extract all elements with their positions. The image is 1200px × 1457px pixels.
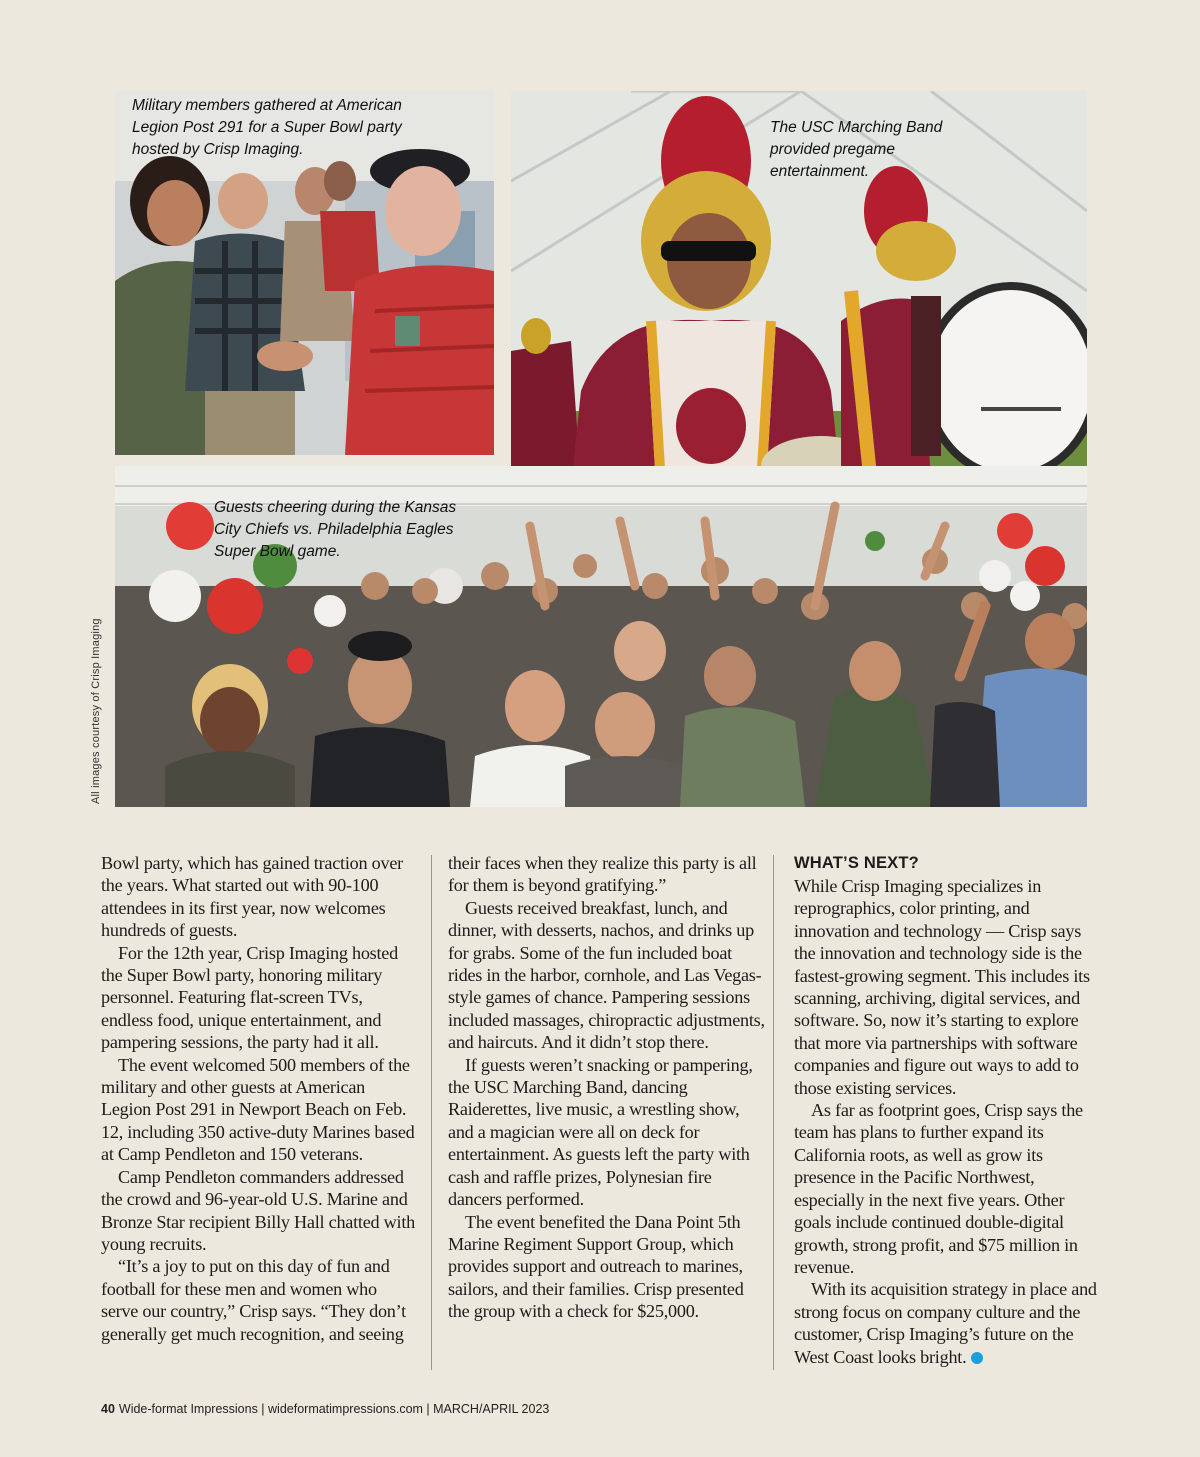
end-mark-icon <box>971 1352 983 1364</box>
paragraph: For the 12th year, Crisp Imaging hosted the Super Bowl party, honoring military personnel. Featuring flat-screen TVs, endless food, unique entertainment, and pampering sessions, the party had it all. <box>101 942 398 1053</box>
paragraph: “It’s a joy to put on this day of fun and football for these men and women who serve our country,” Crisp says. “They don’t generally get much recognition, and seeing <box>101 1256 406 1344</box>
page-footer <box>101 1402 549 1416</box>
photo-crowd-caption: Guests cheering during the Kansas City Chiefs vs. Philadelphia Eagles Super Bowl game. <box>214 499 457 560</box>
paragraph: As far as footprint goes, Crisp says the team has plans to further expand its California roots, as well as grow its presence in the Pacific Northwest, especially in the next five years. Other goals include continued double-digital growth, strong profit, and $75 million in revenue. <box>794 1100 1083 1277</box>
article-column-2 <box>448 852 766 1323</box>
article-column-1 <box>101 852 417 1345</box>
article-column-3 <box>794 852 1104 1368</box>
paragraph: their faces when they realize this party is all for them is beyond gratifying.” <box>448 853 757 896</box>
footer-text: Wide-format Impressions | wideformatimpressions.com | MARCH/APRIL 2023 <box>118 1402 550 1416</box>
paragraph-text: With its acquisition strategy in place and strong focus on company culture and the customer, Crisp Imaging’s future on the West Coast looks bright. <box>794 1279 1097 1367</box>
column-divider <box>431 855 432 1370</box>
column-divider <box>773 855 774 1370</box>
photo-band-caption: The USC Marching Band provided pregame entertainment. <box>770 119 943 180</box>
photo-crowd <box>115 466 1087 807</box>
page-number: 40 <box>101 1402 115 1416</box>
paragraph: The event benefited the Dana Point 5th Marine Regiment Support Group, which provides support and outreach to marines, sailors, and their families. Crisp presented the group with a check for $25,000. <box>448 1211 744 1322</box>
photo-legion-post <box>115 91 494 455</box>
paragraph: Guests received breakfast, lunch, and dinner, with desserts, nachos, and drinks up for grabs. Some of the fun included boat rides in the harbor, cornhole, and Las Vegas-style games of chance. Pampering sessions included massages, chiropractic adjustments, and haircuts. And it didn’t stop there. <box>448 897 765 1053</box>
paragraph: If guests weren’t snacking or pampering, the USC Marching Band, dancing Raiderettes, live music, a wrestling show, and a magician were all on deck for entertainment. As guests left the party with cash and raffle prizes, Polynesian fire dancers performed. <box>448 1054 753 1210</box>
paragraph: Bowl party, which has gained traction over the years. What started out with 90-100 attendees in its first year, now welcomes hundreds of guests. <box>101 853 403 941</box>
photo-legion-caption: Military members gathered at American Legion Post 291 for a Super Bowl party hosted by Crisp Imaging. <box>132 97 402 158</box>
paragraph <box>794 1278 1104 1368</box>
paragraph: The event welcomed 500 members of the military and other guests at American Legion Post 291 in Newport Beach on Feb. 12, including 350 active-duty Marines based at Camp Pendleton and 150 veterans. <box>101 1054 415 1165</box>
paragraph: Camp Pendleton commanders addressed the crowd and 96-year-old U.S. Marine and Bronze Star recipient Billy Hall chatted with young recruits. <box>101 1166 416 1254</box>
paragraph: While Crisp Imaging specializes in reprographics, color printing, and innovation and technology — Crisp says the innovation and technology side is the fastest-growing segment. This includes its scanning, archiving, digital services, and software. So, now it’s starting to explore that more via partnerships with software companies and figure out ways to add to those existing services. <box>794 876 1090 1098</box>
section-heading: WHAT’S NEXT? <box>794 854 919 872</box>
photo-credit: All images courtesy of Crisp Imaging <box>90 618 102 804</box>
photo-usc-band <box>511 91 1087 485</box>
